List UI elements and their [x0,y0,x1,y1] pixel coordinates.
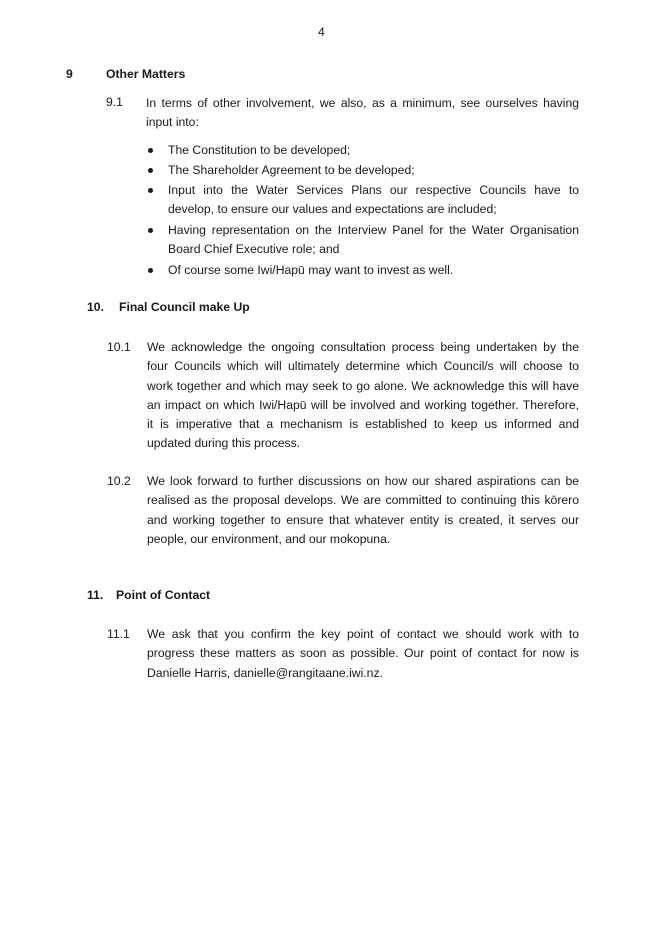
paragraph-11-1-number: 11.1 [107,627,130,641]
text-line: realised as the proposal develops. We are committed to continuing this kōrero [147,493,579,508]
text-line: progress these matters as soon as possible. Our point of contact for now is [147,646,579,661]
section-9-title: Other Matters [106,67,186,81]
list-item [168,261,579,280]
text-line: work together and which may seek to go alone. We acknowledge this will have [147,378,579,393]
paragraph-10-1-text [147,338,579,454]
text-line: develop, to ensure our values and expectations are included; [168,202,497,217]
bullet-icon [148,148,153,153]
bullet-icon [148,168,153,173]
paragraph-10-2-number: 10.2 [107,474,131,488]
list-item [168,161,579,180]
section-10-title: Final Council make Up [119,300,250,314]
bullet-icon [148,228,153,233]
text-line: In terms of other involvement, we also, as a minimum, see ourselves having [146,96,579,110]
paragraph-11-1-text [147,625,579,683]
text-line: We look forward to further discussions on how our shared aspirations can be [147,474,579,488]
text-line: Board Chief Executive role; and [168,242,340,257]
text-line: four Councils which will ultimately determine which Council/s will choose to [147,359,579,374]
text-line: an impact on which Iwi/Hapū will be involved and working together. Therefore, [147,397,579,412]
text-line: Having representation on the Interview Panel for the Water Organisation [168,223,579,237]
text-line: We ask that you confirm the key point of contact we should work with to [147,627,579,641]
paragraph-9-1-text [146,94,579,133]
bullet-icon [148,268,153,273]
text-line: updated during this process. [147,436,301,451]
text-line: The Constitution to be developed; [168,143,351,157]
text-line: Of course some Iwi/Hapū may want to invest as well. [168,263,454,277]
section-9-number: 9 [66,67,73,81]
text-line: and working together to ensure that whatever entity is created, it serves our [147,512,579,527]
section-10-number: 10. [87,300,104,314]
text-line: Input into the Water Services Plans our respective Councils have to [168,183,579,197]
page-number: 4 [318,25,325,39]
text-line: We acknowledge the ongoing consultation process being undertaken by the [147,340,579,354]
text-line: Danielle Harris, danielle@rangitaane.iwi.nz. [147,665,383,680]
section-11-number: 11. [87,588,104,602]
text-line: The Shareholder Agreement to be developed; [168,163,415,177]
list-item [168,221,579,260]
paragraph-9-1-number: 9.1 [106,95,123,109]
text-line: input into: [146,115,199,130]
text-line: it is imperative that a mechanism is established to keep us informed and [147,417,579,432]
list-item [168,141,579,160]
section-11-title: Point of Contact [116,588,211,602]
paragraph-10-1-number: 10.1 [107,340,131,354]
text-line: people, our environment, and our mokopuna. [147,531,391,546]
paragraph-10-2-text [147,472,579,549]
list-item [168,181,579,220]
bullet-icon [148,188,153,193]
